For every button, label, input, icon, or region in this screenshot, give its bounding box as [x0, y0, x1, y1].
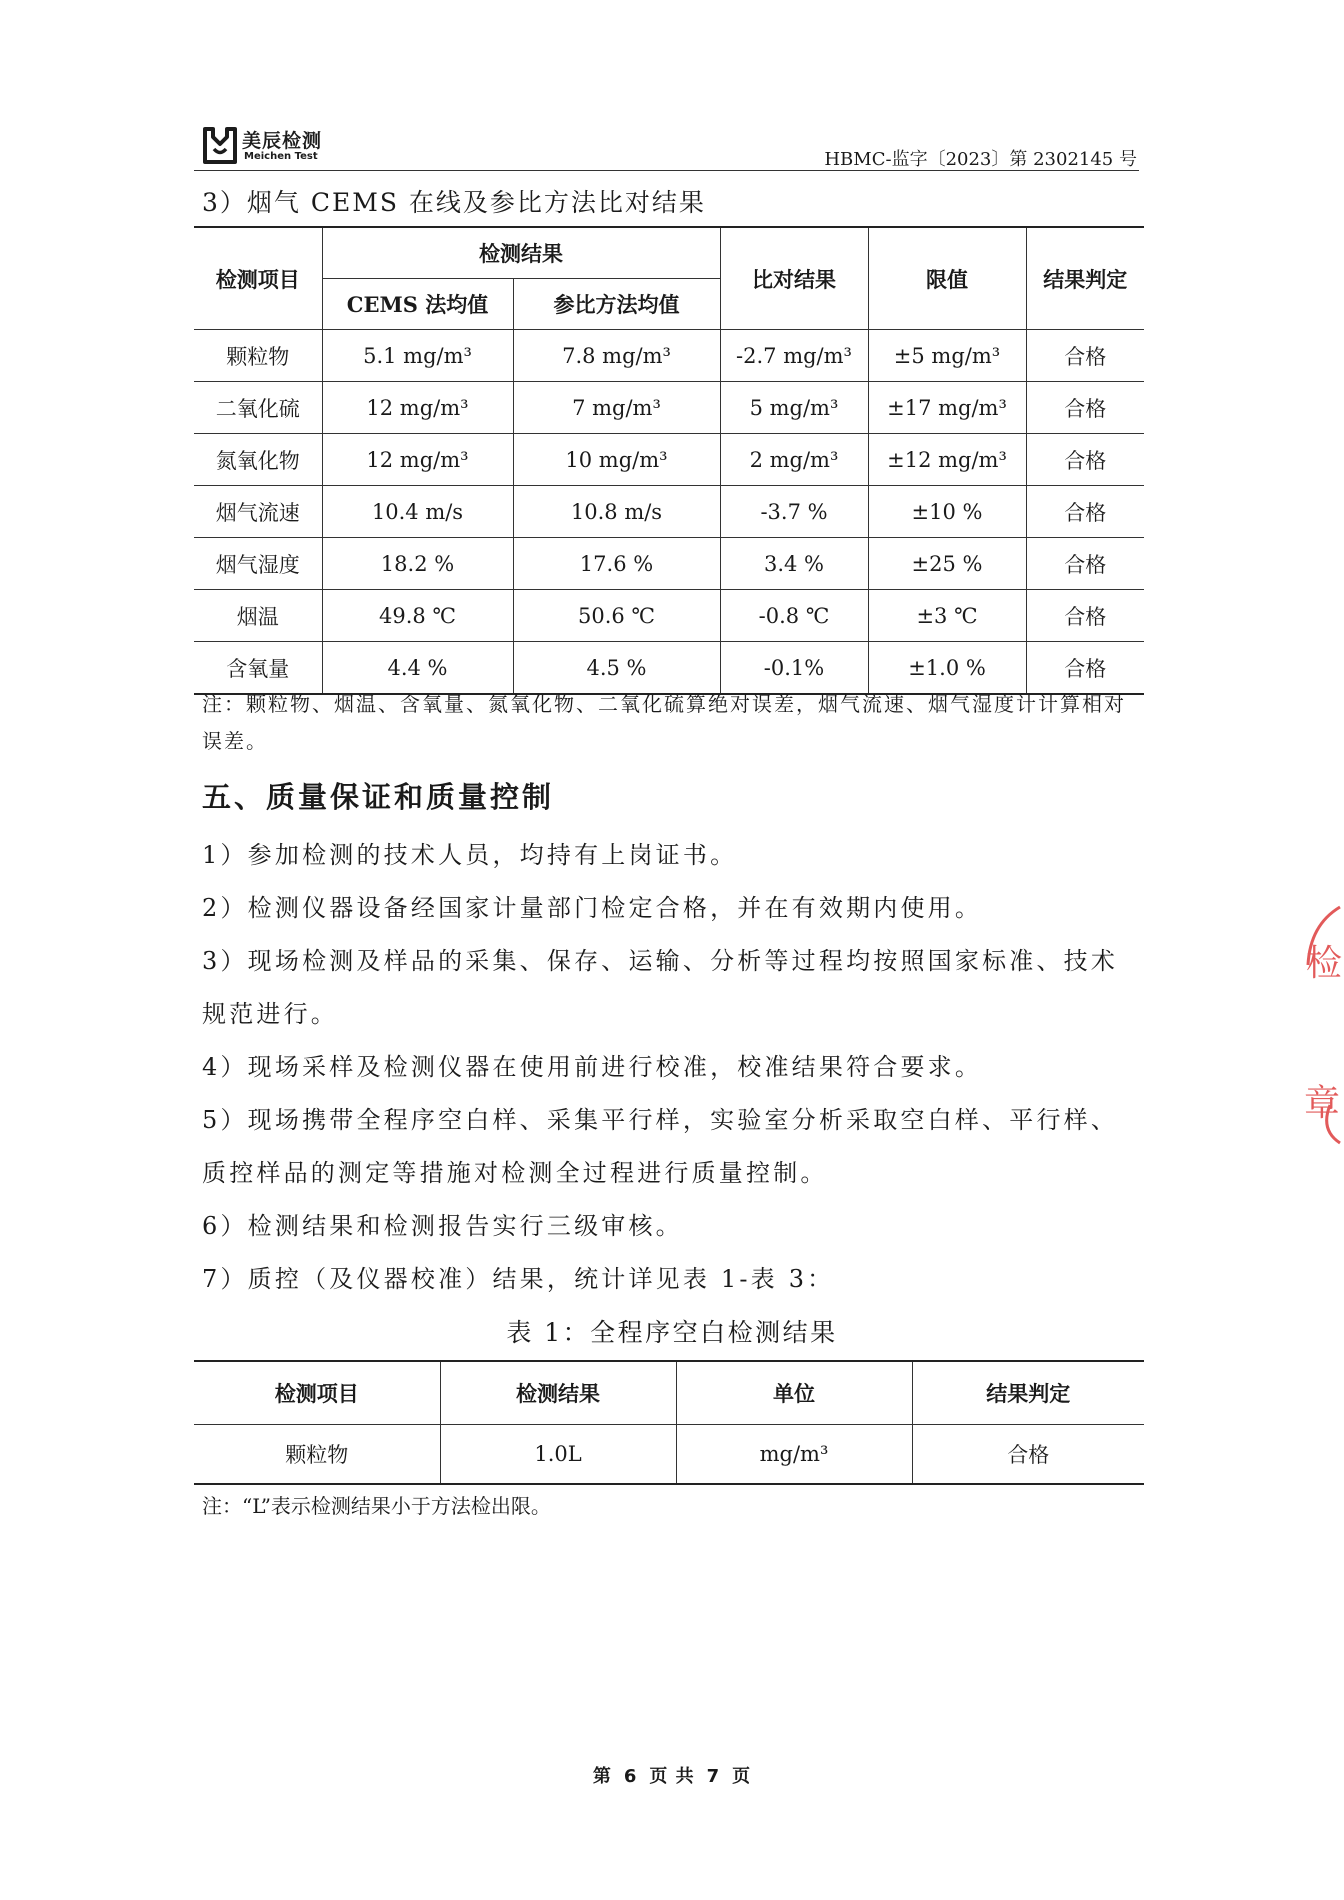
cems-table-note: 注：颗粒物、烟温、含氧量、氮氧化物、二氧化硫算绝对误差，烟气流速、烟气湿度计计算相对误差。 [202, 692, 1126, 753]
header-limit: 限值 [868, 227, 1026, 330]
cell-item: 烟温 [194, 590, 322, 642]
cell-judgement: 合格 [912, 1425, 1144, 1485]
cell-cems: 18.2 % [322, 538, 513, 590]
cell-compare: -3.7 % [720, 486, 868, 538]
cell-limit: ±25 % [868, 538, 1026, 590]
cell-result: 1.0L [440, 1425, 676, 1485]
qa-item-4: 4）现场采样及检测仪器在使用前进行校准，校准结果符合要求。 [202, 1053, 983, 1081]
table-row [194, 486, 1144, 538]
cell-cems: 4.4 % [322, 642, 513, 695]
qa-item-2: 2）检测仪器设备经国家计量部门检定合格，并在有效期内使用。 [202, 894, 983, 922]
cell-limit: ±17 mg/m³ [868, 382, 1026, 434]
cell-judgement: 合格 [1026, 538, 1144, 590]
table-row [194, 382, 1144, 434]
cell-compare: 5 mg/m³ [720, 382, 868, 434]
header-judgement: 结果判定 [1026, 227, 1144, 330]
header-ref-avg: 参比方法均值 [513, 279, 720, 330]
cell-compare: -2.7 mg/m³ [720, 330, 868, 382]
table-row [194, 1425, 1144, 1485]
cell-compare: 3.4 % [720, 538, 868, 590]
cell-judgement: 合格 [1026, 590, 1144, 642]
seal-stamp-fragment [1300, 905, 1344, 1145]
footer-suffix: 页 [732, 1766, 752, 1787]
table-row [194, 330, 1144, 382]
qa-item-5: 5）现场携带全程序空白样、采集平行样，实验室分析采取空白样、平行样、质控样品的测定等措施对检测全过程进行质量控制。 [202, 1106, 1119, 1187]
header-item: 检测项目 [194, 1361, 440, 1425]
page-footer [0, 1762, 1344, 1788]
logo-chinese-name: 美辰检测 [242, 130, 323, 152]
cell-judgement: 合格 [1026, 434, 1144, 486]
footer-mid: 页 共 [649, 1766, 695, 1787]
cell-cems: 10.4 m/s [322, 486, 513, 538]
header-judgement: 结果判定 [912, 1361, 1144, 1425]
cell-item: 烟气流速 [194, 486, 322, 538]
qa-item-7: 7）质控（及仪器校准）结果，统计详见表 1-表 3： [202, 1265, 835, 1293]
cell-compare: -0.8 ℃ [720, 590, 868, 642]
cems-comparison-table [194, 226, 1144, 695]
cell-ref: 50.6 ℃ [513, 590, 720, 642]
current-page: 6 [623, 1766, 638, 1787]
cell-judgement: 合格 [1026, 330, 1144, 382]
cell-item: 烟气湿度 [194, 538, 322, 590]
header-unit: 单位 [676, 1361, 912, 1425]
table-row [194, 590, 1144, 642]
seal-char-1: 检 [1306, 943, 1343, 984]
cell-judgement: 合格 [1026, 642, 1144, 695]
qa-item-6: 6）检测结果和检测报告实行三级审核。 [202, 1212, 683, 1240]
quality-section-title: 五、质量保证和质量控制 [202, 780, 555, 814]
cell-limit: ±12 mg/m³ [868, 434, 1026, 486]
cell-cems: 5.1 mg/m³ [322, 330, 513, 382]
cems-comparison-title: 3）烟气 CEMS 在线及参比方法比对结果 [202, 188, 706, 217]
cell-compare: -0.1% [720, 642, 868, 695]
cell-limit: ±1.0 % [868, 642, 1026, 695]
cell-limit: ±3 ℃ [868, 590, 1026, 642]
header-divider [194, 170, 1139, 171]
blank-table-note: 注：“L”表示检测结果小于方法检出限。 [202, 1494, 551, 1518]
cell-limit: ±5 mg/m³ [868, 330, 1026, 382]
cell-compare: 2 mg/m³ [720, 434, 868, 486]
cell-cems: 12 mg/m³ [322, 434, 513, 486]
qa-item-1: 1）参加检测的技术人员，均持有上岗证书。 [202, 841, 738, 869]
cell-ref: 10 mg/m³ [513, 434, 720, 486]
header-compare: 比对结果 [720, 227, 868, 330]
cell-item: 氮氧化物 [194, 434, 322, 486]
total-pages: 7 [706, 1766, 721, 1787]
cell-cems: 49.8 ℃ [322, 590, 513, 642]
footer-prefix: 第 [592, 1766, 612, 1787]
cell-ref: 7 mg/m³ [513, 382, 720, 434]
cell-ref: 17.6 % [513, 538, 720, 590]
table1-caption: 表 1：全程序空白检测结果 [506, 1318, 838, 1347]
table-row [194, 434, 1144, 486]
qa-item-3: 3）现场检测及样品的采集、保存、运输、分析等过程均按照国家标准、技术规范进行。 [202, 947, 1119, 1028]
cell-item: 颗粒物 [194, 330, 322, 382]
table-row [194, 538, 1144, 590]
cell-limit: ±10 % [868, 486, 1026, 538]
cell-judgement: 合格 [1026, 382, 1144, 434]
cell-cems: 12 mg/m³ [322, 382, 513, 434]
cell-item: 含氧量 [194, 642, 322, 695]
header-result-group: 检测结果 [322, 227, 720, 279]
logo-english-name: Meichen Test [244, 151, 318, 162]
cell-item: 颗粒物 [194, 1425, 440, 1485]
logo-mark-icon [202, 126, 238, 166]
blank-result-table [194, 1360, 1144, 1485]
report-number: HBMC-监字〔2023〕第 2302145 号 [824, 149, 1137, 170]
cell-ref: 7.8 mg/m³ [513, 330, 720, 382]
cell-unit: mg/m³ [676, 1425, 912, 1485]
header-cems-avg: CEMS 法均值 [322, 279, 513, 330]
header-item: 检测项目 [194, 227, 322, 330]
cell-ref: 10.8 m/s [513, 486, 720, 538]
seal-char-2: 章 [1304, 1083, 1341, 1124]
cell-item: 二氧化硫 [194, 382, 322, 434]
header-result: 检测结果 [440, 1361, 676, 1425]
company-logo [202, 126, 347, 168]
cell-ref: 4.5 % [513, 642, 720, 695]
cell-judgement: 合格 [1026, 486, 1144, 538]
